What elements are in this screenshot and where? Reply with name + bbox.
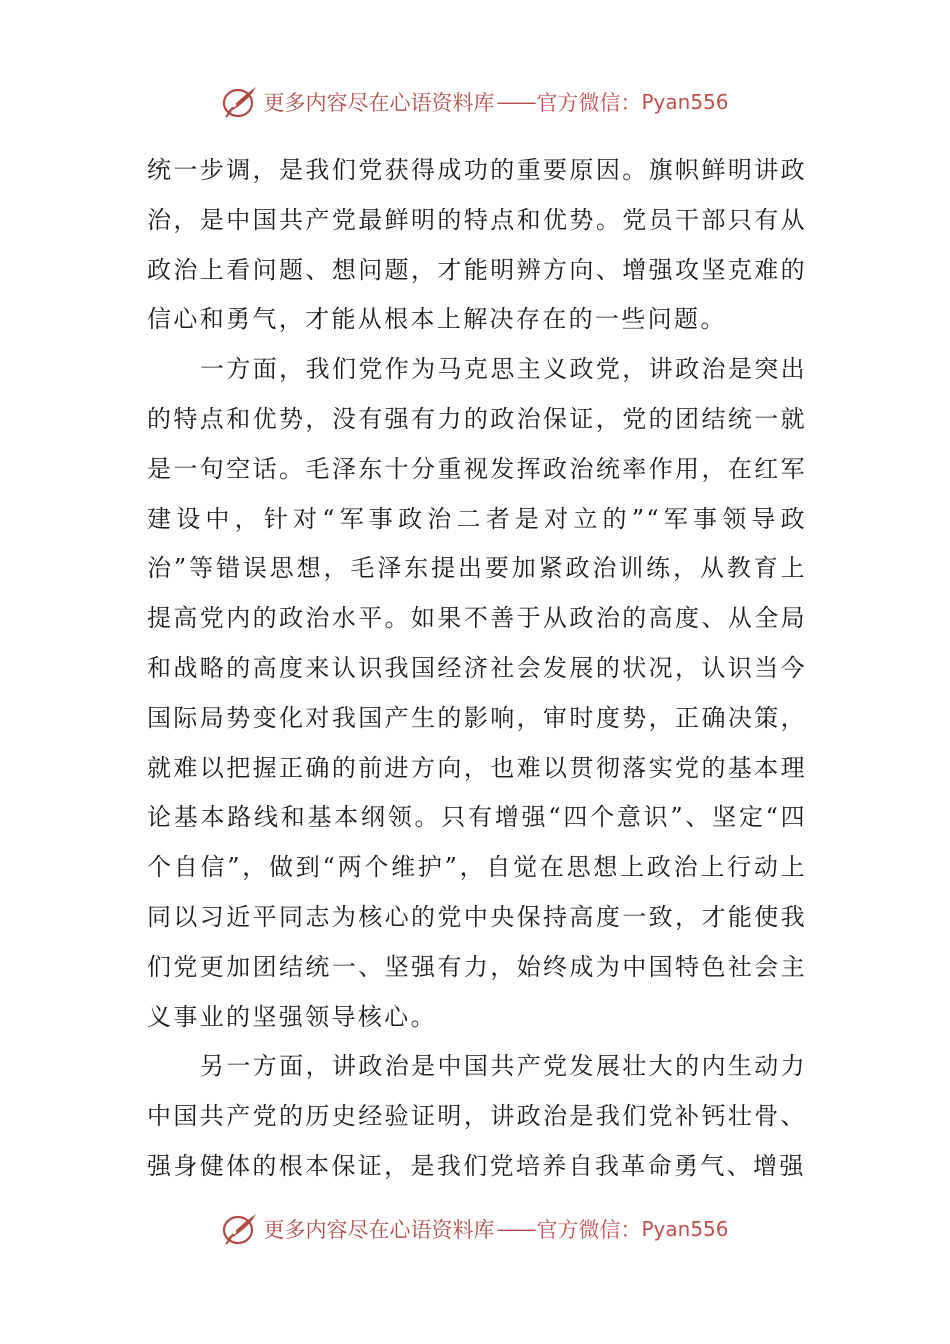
header-watermark-banner [0,82,950,122]
quill-logo-icon [221,1211,259,1247]
wechat-label: 官方微信： [536,91,642,115]
site-name: 更多内容尽在心语资料库 [263,91,495,115]
quill-logo-icon [221,84,259,120]
footer-watermark-banner [0,1209,950,1249]
paragraph-continued: 统一步调，是我们党获得成功的重要原因。旗帜鲜明讲政治，是中国共产党最鲜明的特点和优势。党员干部只有从政治上看问题、想问题，才能明辨方向、增强攻坚克难的信心和勇气，才能从根本上解决存在的一些问题。 [147,156,807,334]
banner-dash: —— [496,90,535,114]
paragraph-other-aspect: 另一方面，讲政治是中国共产党发展壮大的内生动力中国共产党的历史经验证明，讲政治是我们党补钙壮骨、强身健体的根本保证，是我们党培养自我革命勇气、增强 [147,1052,807,1180]
banner-dash: —— [496,1217,535,1241]
site-name: 更多内容尽在心语资料库 [263,1218,495,1242]
wechat-label: 官方微信： [536,1218,642,1242]
wechat-id: Pyan556 [641,1217,729,1241]
paragraph-one-aspect: 一方面，我们党作为马克思主义政党，讲政治是突出的特点和优势，没有强有力的政治保证，党的团结统一就是一句空话。毛泽东十分重视发挥政治统率作用，在红军建设中，针对“军事政治二者是对立的”“军事领导政治”等错误思想，毛泽东提出要加紧政治训练，从教育上提高党内的政治水平。如果不善于从政治的高度、从全局和战略的高度来认识我国经济社会发展的状况，认识当今国际局势变化对我国产生的影响，审时度势，正确决策，就难以把握正确的前进方向，也难以贯彻落实党的基本理论基本路线和基本纲领。只有增强“四个意识”、坚定“四个自信”，做到“两个维护”，自觉在思想上政治上行动上同以习近平同志为核心的党中央保持高度一致，才能使我们党更加团结统一、坚强有力，始终成为中国特色社会主义事业的坚强领导核心。 [147,355,807,1031]
document-body [147,146,807,1192]
wechat-id: Pyan556 [641,90,729,114]
